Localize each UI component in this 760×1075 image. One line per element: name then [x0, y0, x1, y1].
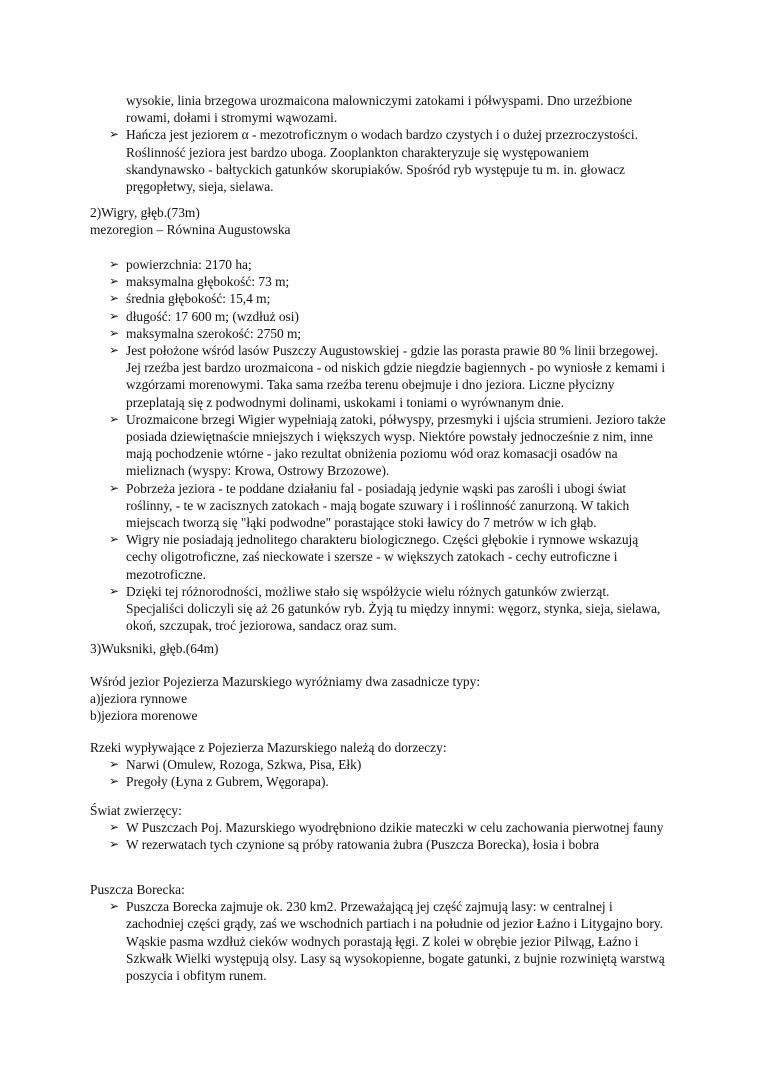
borecka-section	[90, 881, 670, 984]
arrow-bullet-icon: ➢	[109, 774, 120, 789]
list-item	[90, 773, 670, 790]
wuksniki-section	[90, 640, 670, 657]
list-item-text: maksymalna głębokość: 73 m;	[126, 274, 290, 290]
wigry-mezoregion: mezoregion – Równina Augustowska	[90, 222, 291, 238]
list-item-text: Wigry nie posiadają jednolitego charakteru biologicznego. Części głębokie i rynnowe wskazują cechy oligotroficzne, zaś nieckowate i szersze - w większych zatokach - cechy eutroficzne i mezotroficzne.	[126, 532, 639, 582]
list-item-text: powierzchnia: 2170 ha;	[126, 257, 252, 272]
fauna-heading: Świat zwierzęcy:	[90, 803, 182, 818]
list-item-text: średnia głębokość: 15,4 m;	[126, 291, 271, 307]
list-item	[90, 836, 670, 853]
list-item	[90, 480, 670, 532]
list-item-text: W rezerwatach tych czynione są próby ratowania żubra (Puszcza Borecka), łosia i bobra	[126, 837, 600, 853]
list-item	[90, 273, 670, 290]
list-item	[90, 126, 670, 195]
borecka-text: Puszcza Borecka zajmuje ok. 230 km2. Przeważającą jej część zajmują lasy: w centralnej i zachodniej części grądy, zaś we wschodnich partiach i na południe od jezior Łaźno i Litygajno bory. Wąskie pasma wzdłuż cieków wodnych porastają łęgi. Z kolei w obrębie jezior Pilwąg, Łaźno i Szkwałk Wielki występują olsy. Lasy są wysokopienne, bogate gatunki, z bujnie rozwiniętą warstwą poszycia i obfitym runem.	[126, 899, 665, 984]
lake-types-intro: Wśród jezior Pojezierza Mazurskiego wyróżniamy dwa zasadnicze typy:	[90, 674, 481, 689]
arrow-bullet-icon: ➢	[109, 583, 120, 598]
list-item	[90, 898, 670, 984]
list-item	[90, 342, 670, 411]
list-item	[90, 256, 670, 273]
arrow-bullet-icon: ➢	[109, 257, 120, 271]
list-item	[90, 819, 670, 836]
wigry-list	[90, 256, 670, 634]
list-item-text: Pobrzeża jeziora - te poddane działaniu fal - posiadają jedynie wąski pas zarośli i ubogi świat roślinny, - te w zacisznych zatokach - mają bogate szuwary i i roślinność zanurzoną. W takich miejscach tworzą się "łąki podwodne" porastające stoki ławicy do 7 metrów w ich głąb.	[126, 480, 630, 531]
arrow-bullet-icon: ➢	[109, 837, 120, 852]
rivers-intro: Rzeki wypływające z Pojezierza Mazurskiego należą do dorzeczy:	[90, 740, 447, 755]
list-item	[90, 290, 670, 307]
arrow-bullet-icon: ➢	[109, 899, 120, 914]
arrow-bullet-icon: ➢	[109, 308, 120, 323]
lake-type-a: a)jeziora rynnowe	[90, 691, 188, 707]
arrow-bullet-icon: ➢	[109, 127, 120, 142]
list-item-text: długość: 17 600 m; (wzdłuż osi)	[126, 308, 299, 324]
arrow-bullet-icon: ➢	[109, 480, 120, 495]
list-item-text: Narwi (Omulew, Rozoga, Szkwa, Pisa, Ełk)	[126, 757, 362, 773]
arrow-bullet-icon: ➢	[109, 820, 120, 835]
list-item	[90, 531, 670, 583]
wuksniki-heading: 3)Wuksniki, głęb.(64m)	[90, 641, 219, 656]
list-item	[90, 308, 670, 325]
list-item-text: Urozmaicone brzegi Wigier wypełniają zatoki, półwyspy, przesmyki i ujścia strumieni. Jezioro także posiada dziewiętnaście mniejszych i większych wysp. Niektóre powstały jednocześnie z nim, inne mają pochodzenie wtórne - jako rezultat obniżenia poziomu wód oraz komasacji osadów na mieliznach (wyspy: Krowa, Ostrowy Brzozowe).	[126, 411, 666, 479]
arrow-bullet-icon: ➢	[109, 532, 120, 547]
list-item	[90, 756, 670, 773]
list-item-text: Jest położone wśród lasów Puszczy Augustowskiej - gdzie las porasta prawie 80 % linii brzegowej. Jej rzeźba jest bardzo urozmaicona - od niskich gdzie niegdzie bagiennych - po wyniosłe z kemami i wzgórzami morenowymi. Taka sama rzeźba terenu obejmuje i dno jeziora. Liczne płycizny przeplatają się z podwodnymi dolinami, uskokami i toniami o wyrównanym dnie.	[126, 343, 666, 410]
hancza-continuation: wysokie, linia brzegowa urozmaicona malowniczymi zatokami i półwyspami. Dno urzeźbione rowami, dołami i stromymi wąwozami.	[126, 93, 633, 126]
arrow-bullet-icon: ➢	[109, 325, 120, 340]
arrow-bullet-icon: ➢	[109, 343, 120, 358]
list-item	[90, 325, 670, 342]
rivers-section	[90, 739, 670, 791]
wigry-heading: 2)Wigry, głęb.(73m)	[90, 205, 200, 220]
lake-types-section	[90, 673, 670, 725]
list-item	[90, 411, 670, 480]
arrow-bullet-icon: ➢	[109, 411, 120, 426]
borecka-heading: Puszcza Borecka:	[90, 882, 185, 897]
list-item-text: W Puszczach Poj. Mazurskiego wyodrębniono dzikie mateczki w celu zachowania pierwotnej fauny	[126, 820, 664, 836]
arrow-bullet-icon: ➢	[109, 291, 120, 306]
lake-type-b: b)jeziora morenowe	[90, 708, 198, 724]
hancza-bullet-text: Hańcza jest jeziorem α - mezotroficznym o wodach bardzo czystych i o dużej przezroczystości. Roślinność jeziora jest bardzo uboga. Zooplankton charakteryzuje się występowaniem skandynawsko - bałtyckich gatunków skorupiaków. Spośród ryb występuje tu m. in. głowacz pręgopłetwy, sieja, sielawa.	[126, 127, 638, 195]
hancza-section	[90, 92, 670, 195]
list-item-text: maksymalna szerokość: 2750 m;	[126, 325, 302, 341]
arrow-bullet-icon: ➢	[109, 757, 120, 772]
arrow-bullet-icon: ➢	[109, 274, 120, 289]
fauna-section	[90, 802, 670, 854]
list-item-text: Dzięki tej różnorodności, możliwe stało się współżycie wielu różnych gatunków zwierząt. Specjaliści doliczyli się aż 26 gatunków ryb. Żyją tu między innymi: węgorz, stynka, sieja, sielawa, okoń, szczupak, troć jeziorowa, sandacz oraz sum.	[126, 583, 661, 634]
wigry-header	[90, 204, 670, 238]
list-item-text: Pregoły (Łyna z Gubrem, Węgorapa).	[126, 774, 329, 790]
list-item	[90, 583, 670, 635]
